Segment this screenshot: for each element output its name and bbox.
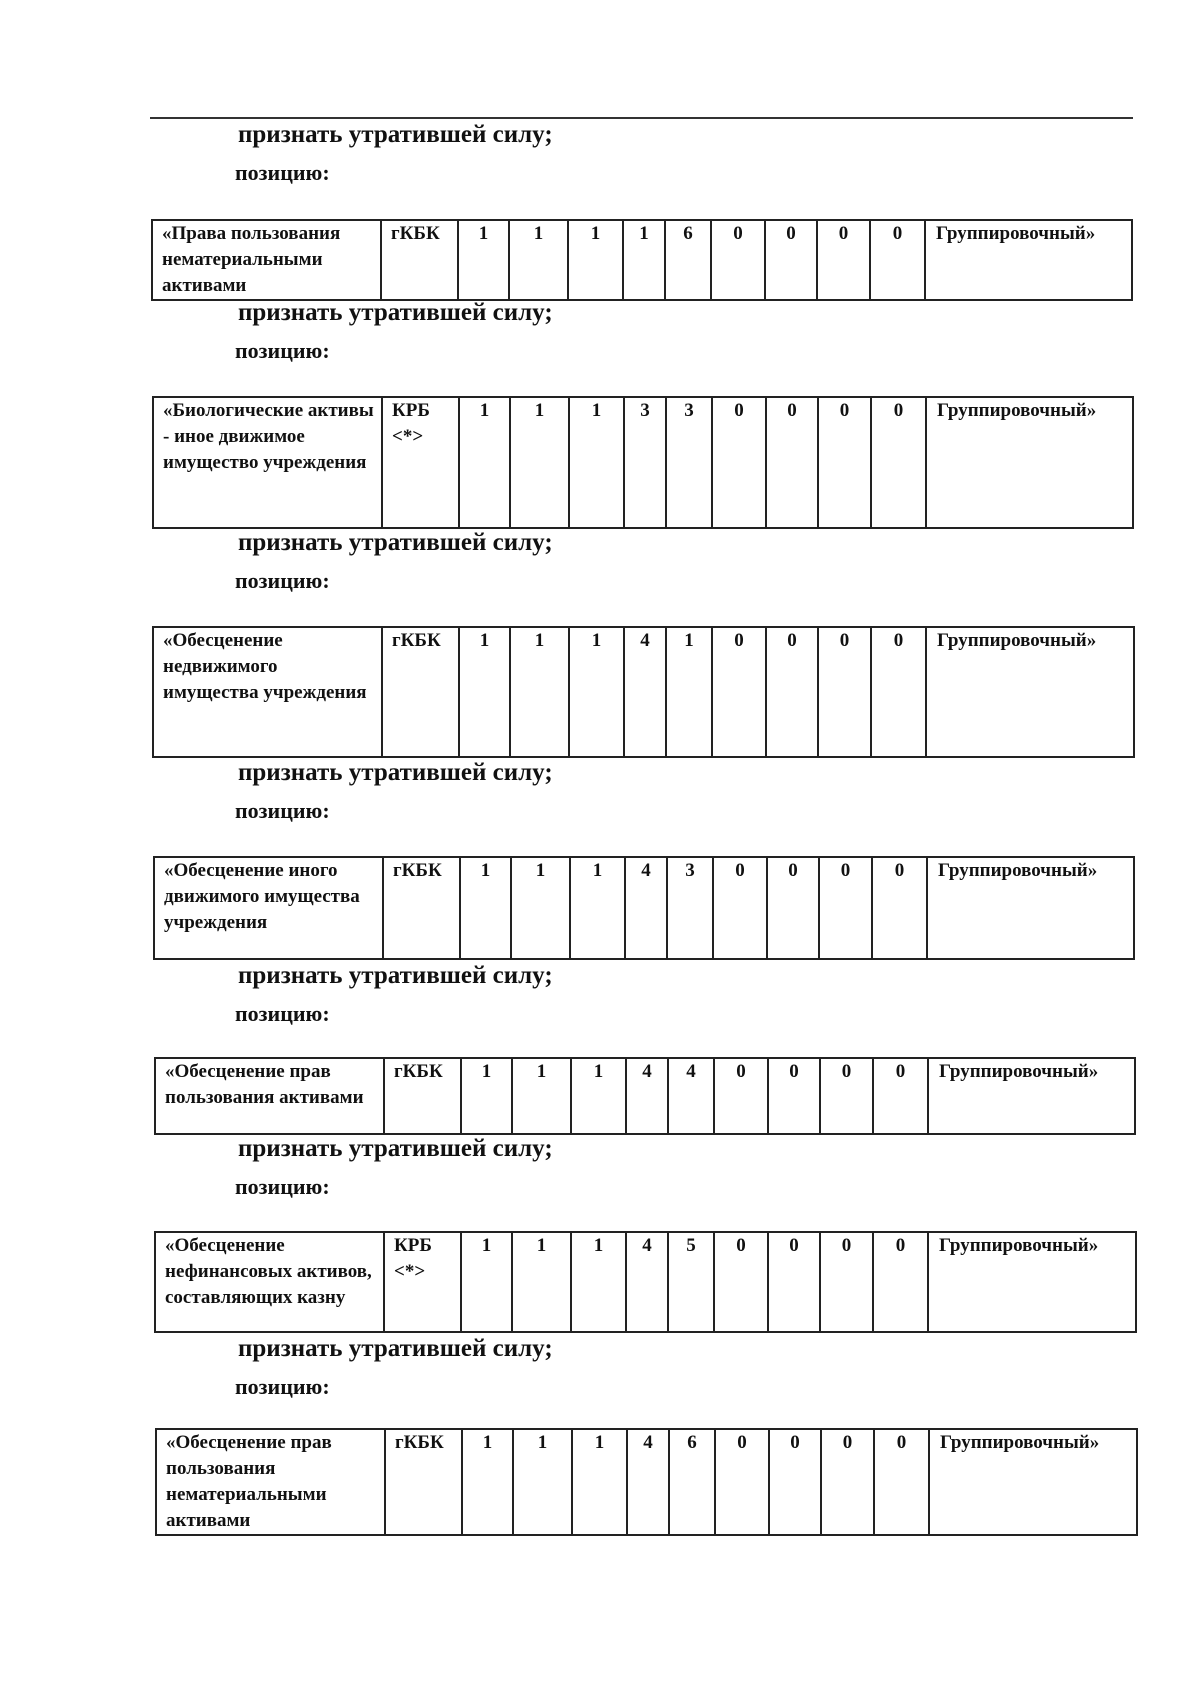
account-kind: Группировочный» <box>928 1058 1135 1134</box>
table-row <box>155 1058 1135 1134</box>
account-kind: Группировочный» <box>926 397 1133 528</box>
digit-cell: 3 <box>624 397 666 528</box>
digit-cell: 3 <box>666 397 712 528</box>
digit-cell: 0 <box>820 1058 873 1134</box>
digit-cell: 1 <box>462 1429 513 1535</box>
account-code-type: гКБК <box>384 1058 461 1134</box>
digit-cell: 1 <box>569 397 624 528</box>
table-row <box>155 1232 1136 1332</box>
digit-cell: 1 <box>511 857 570 959</box>
digit-cell: 5 <box>668 1232 714 1332</box>
account-code-type: гКБК <box>385 1429 462 1535</box>
digit-cell: 1 <box>568 220 623 300</box>
digit-cell: 0 <box>711 220 765 300</box>
digit-cell: 0 <box>765 220 817 300</box>
digit-cell: 4 <box>625 857 667 959</box>
position-text: позицию: <box>235 1174 330 1199</box>
digit-cell: 6 <box>665 220 711 300</box>
digit-cell: 0 <box>873 1058 928 1134</box>
digit-cell: 0 <box>818 397 871 528</box>
table-row <box>153 397 1133 528</box>
repeal-text: признать утратившей силу; <box>238 759 553 786</box>
digit-cell: 3 <box>667 857 713 959</box>
position-text: позицию: <box>235 568 330 593</box>
table-row <box>156 1429 1137 1535</box>
digit-cell: 1 <box>460 857 511 959</box>
digit-cell: 0 <box>874 1429 929 1535</box>
position-table <box>152 626 1135 758</box>
account-name: «Обесценение нефинансовых активов, составляющих казну <box>155 1232 384 1332</box>
position-table <box>152 396 1134 529</box>
account-kind: Группировочный» <box>928 1232 1136 1332</box>
digit-cell: 0 <box>817 220 870 300</box>
position-text: позицию: <box>235 1374 330 1399</box>
digit-cell: 1 <box>623 220 665 300</box>
digit-cell: 4 <box>626 1232 668 1332</box>
digit-cell: 1 <box>458 220 509 300</box>
digit-cell: 1 <box>571 1232 626 1332</box>
account-kind: Группировочный» <box>926 627 1134 757</box>
digit-cell: 1 <box>512 1232 571 1332</box>
digit-cell: 0 <box>871 397 926 528</box>
digit-cell: 1 <box>513 1429 572 1535</box>
account-name: «Права пользования нематериальными активами <box>152 220 381 300</box>
account-name: «Обесценение иного движимого имущества учреждения <box>154 857 383 959</box>
position-text: позицию: <box>235 1001 330 1026</box>
digit-cell: 0 <box>820 1232 873 1332</box>
digit-cell: 0 <box>766 397 818 528</box>
digit-cell: 0 <box>871 627 926 757</box>
repeal-text: признать утратившей силу; <box>238 1335 553 1362</box>
digit-cell: 0 <box>768 1232 820 1332</box>
digit-cell: 1 <box>572 1429 627 1535</box>
position-table <box>155 1428 1138 1536</box>
digit-cell: 4 <box>624 627 666 757</box>
position-text: позицию: <box>235 798 330 823</box>
repeal-text: признать утратившей силу; <box>238 1135 553 1162</box>
position-table <box>154 1057 1136 1135</box>
digit-cell: 4 <box>668 1058 714 1134</box>
digit-cell: 1 <box>461 1232 512 1332</box>
top-rule <box>150 117 1133 119</box>
repeal-text: признать утратившей силу; <box>238 121 553 148</box>
account-kind: Группировочный» <box>929 1429 1137 1535</box>
table-row <box>154 857 1134 959</box>
account-name: «Обесценение недвижимого имущества учреждения <box>153 627 382 757</box>
repeal-text: признать утратившей силу; <box>238 299 553 326</box>
account-code-type: КРБ <*> <box>382 397 459 528</box>
position-table <box>153 856 1135 960</box>
digit-cell: 0 <box>766 627 818 757</box>
digit-cell: 6 <box>669 1429 715 1535</box>
digit-cell: 0 <box>714 1232 768 1332</box>
account-name: «Обесценение прав пользования нематериальными активами <box>156 1429 385 1535</box>
digit-cell: 0 <box>713 857 767 959</box>
digit-cell: 1 <box>571 1058 626 1134</box>
position-text: позицию: <box>235 160 330 185</box>
digit-cell: 0 <box>818 627 871 757</box>
account-code-type: КРБ <*> <box>384 1232 461 1332</box>
account-name: «Обесценение прав пользования активами <box>155 1058 384 1134</box>
table-row <box>153 627 1134 757</box>
repeal-text: признать утратившей силу; <box>238 962 553 989</box>
position-table <box>151 219 1133 301</box>
digit-cell: 1 <box>459 397 510 528</box>
digit-cell: 0 <box>873 1232 928 1332</box>
digit-cell: 0 <box>768 1058 820 1134</box>
digit-cell: 0 <box>872 857 927 959</box>
account-kind: Группировочный» <box>925 220 1132 300</box>
digit-cell: 0 <box>870 220 925 300</box>
digit-cell: 1 <box>569 627 624 757</box>
account-code-type: гКБК <box>381 220 458 300</box>
account-name: «Биологические активы - иное движимое имущество учреждения <box>153 397 382 528</box>
digit-cell: 1 <box>666 627 712 757</box>
digit-cell: 0 <box>715 1429 769 1535</box>
digit-cell: 1 <box>509 220 568 300</box>
account-kind: Группировочный» <box>927 857 1134 959</box>
digit-cell: 0 <box>767 857 819 959</box>
repeal-text: признать утратившей силу; <box>238 529 553 556</box>
digit-cell: 1 <box>570 857 625 959</box>
digit-cell: 0 <box>821 1429 874 1535</box>
digit-cell: 4 <box>626 1058 668 1134</box>
digit-cell: 0 <box>769 1429 821 1535</box>
digit-cell: 1 <box>510 627 569 757</box>
digit-cell: 0 <box>712 627 766 757</box>
digit-cell: 1 <box>510 397 569 528</box>
digit-cell: 1 <box>459 627 510 757</box>
digit-cell: 1 <box>461 1058 512 1134</box>
account-code-type: гКБК <box>383 857 460 959</box>
digit-cell: 0 <box>714 1058 768 1134</box>
position-text: позицию: <box>235 338 330 363</box>
account-code-type: гКБК <box>382 627 459 757</box>
digit-cell: 1 <box>512 1058 571 1134</box>
digit-cell: 4 <box>627 1429 669 1535</box>
digit-cell: 0 <box>819 857 872 959</box>
digit-cell: 0 <box>712 397 766 528</box>
table-row <box>152 220 1132 300</box>
position-table <box>154 1231 1137 1333</box>
